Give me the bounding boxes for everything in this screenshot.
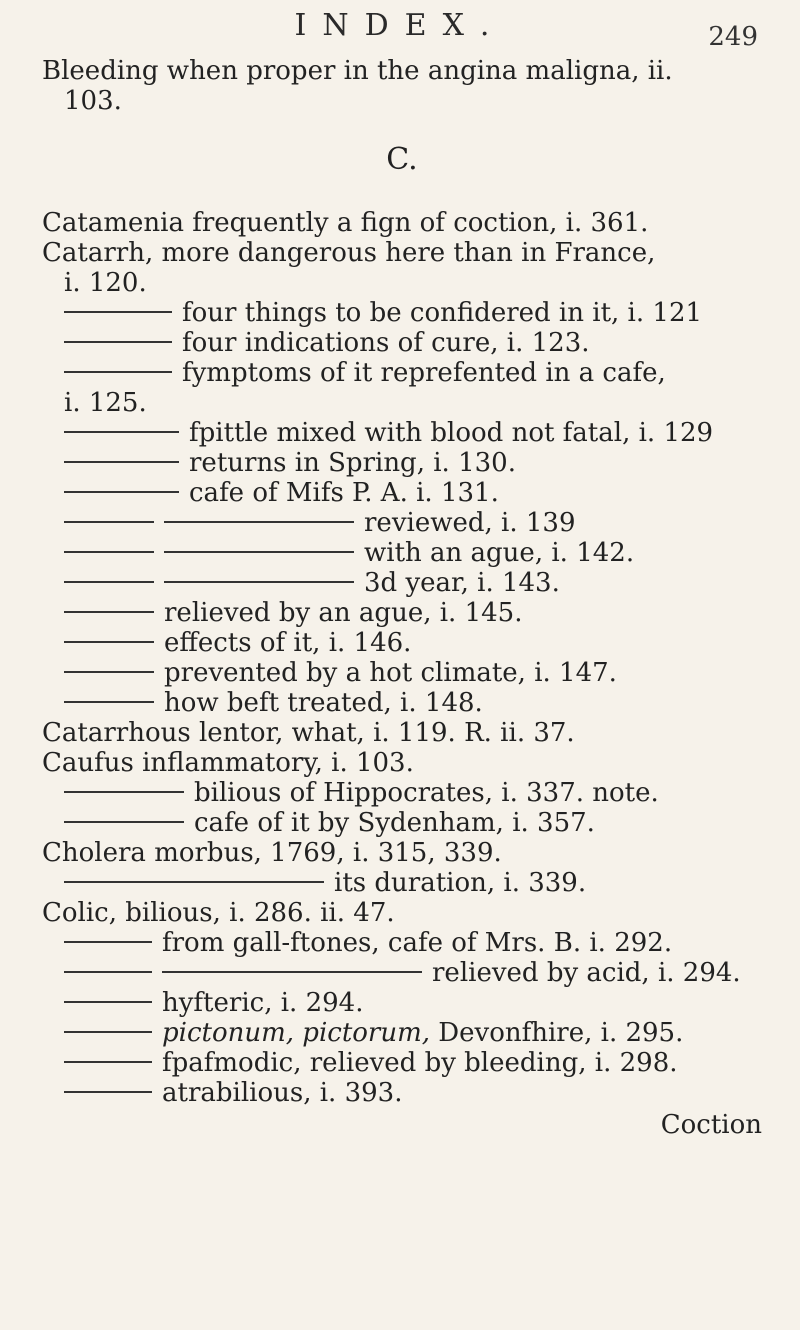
index-subentry: from gall-ftones, cafe of Mrs. B. i. 292. bbox=[42, 928, 762, 958]
index-subentry: returns in Spring, i. 130. bbox=[42, 448, 762, 478]
index-entry: Catarrh, more dangerous here than in France, bbox=[42, 238, 656, 268]
index-entry: Bleeding when proper in the angina maligna, ii. bbox=[42, 56, 673, 86]
catchword: Coction bbox=[660, 1110, 762, 1140]
ditto-dash bbox=[64, 371, 172, 373]
index-entry: Catarrhous lentor, what, i. 119. R. ii. 37. bbox=[42, 718, 575, 748]
ditto-dash bbox=[64, 491, 179, 493]
ditto-dash bbox=[64, 671, 154, 673]
ditto-dash bbox=[64, 1061, 152, 1063]
index-entry: Cholera morbus, 1769, i. 315, 339. bbox=[42, 838, 502, 868]
ditto-dash bbox=[64, 311, 172, 313]
index-subentry: reviewed, i. 139 bbox=[42, 508, 762, 538]
ditto-dash bbox=[64, 701, 154, 703]
ditto-dash bbox=[64, 971, 152, 973]
ditto-dash bbox=[64, 611, 154, 613]
ditto-dash bbox=[164, 581, 354, 583]
ditto-dash bbox=[64, 881, 324, 883]
ditto-dash bbox=[64, 1091, 152, 1093]
ditto-dash bbox=[64, 1001, 152, 1003]
index-entry-continuation: i. 120. bbox=[64, 268, 147, 298]
index-entry: Catamenia frequently a fign of coction, i. 361. bbox=[42, 208, 649, 238]
page-header-title: INDEX. bbox=[294, 8, 506, 43]
ditto-dash bbox=[164, 551, 354, 553]
index-subentry: atrabilious, i. 393. bbox=[42, 1078, 762, 1108]
ditto-dash bbox=[64, 641, 154, 643]
index-subentry: fymptoms of it reprefented in a cafe, bbox=[42, 358, 762, 388]
index-subentry: with an ague, i. 142. bbox=[42, 538, 762, 568]
index-body bbox=[42, 56, 762, 1140]
index-subentry: bilious of Hippocrates, i. 337. note. bbox=[42, 778, 762, 808]
index-subentry: cafe of Mifs P. A. i. 131. bbox=[42, 478, 762, 508]
index-entry-continuation: i. 125. bbox=[64, 388, 147, 418]
ditto-dash bbox=[64, 431, 179, 433]
ditto-dash bbox=[64, 1031, 152, 1033]
ditto-dash bbox=[64, 521, 154, 523]
index-subentry: four indications of cure, i. 123. bbox=[42, 328, 762, 358]
index-subentry: pictonum, pictorum, Devonfhire, i. 295. bbox=[42, 1018, 762, 1048]
index-entry-continuation: 103. bbox=[64, 86, 122, 116]
ditto-dash bbox=[64, 551, 154, 553]
index-entry: Colic, bilious, i. 286. ii. 47. bbox=[42, 898, 395, 928]
index-subentry: fpafmodic, relieved by bleeding, i. 298. bbox=[42, 1048, 762, 1078]
ditto-dash bbox=[64, 791, 184, 793]
index-subentry: its duration, i. 339. bbox=[42, 868, 762, 898]
index-subentry: fpittle mixed with blood not fatal, i. 129 bbox=[42, 418, 762, 448]
ditto-dash bbox=[164, 521, 354, 523]
index-subentry: how beft treated, i. 148. bbox=[42, 688, 762, 718]
ditto-dash bbox=[64, 341, 172, 343]
page-number: 249 bbox=[708, 22, 758, 52]
index-subentry: hyfteric, i. 294. bbox=[42, 988, 762, 1018]
index-subentry: prevented by a hot climate, i. 147. bbox=[42, 658, 762, 688]
index-subentry: relieved by an ague, i. 145. bbox=[42, 598, 762, 628]
index-subentry: relieved by acid, i. 294. bbox=[42, 958, 762, 988]
ditto-dash bbox=[64, 821, 184, 823]
index-subentry: effects of it, i. 146. bbox=[42, 628, 762, 658]
index-subentry: 3d year, i. 143. bbox=[42, 568, 762, 598]
ditto-dash bbox=[64, 941, 152, 943]
index-subentry: four things to be confidered in it, i. 121 bbox=[42, 298, 762, 328]
index-entry: Caufus inflammatory, i. 103. bbox=[42, 748, 414, 778]
ditto-dash bbox=[64, 461, 179, 463]
section-letter: C. bbox=[386, 142, 418, 177]
index-subentry: cafe of it by Sydenham, i. 357. bbox=[42, 808, 762, 838]
ditto-dash bbox=[162, 971, 422, 973]
ditto-dash bbox=[64, 581, 154, 583]
